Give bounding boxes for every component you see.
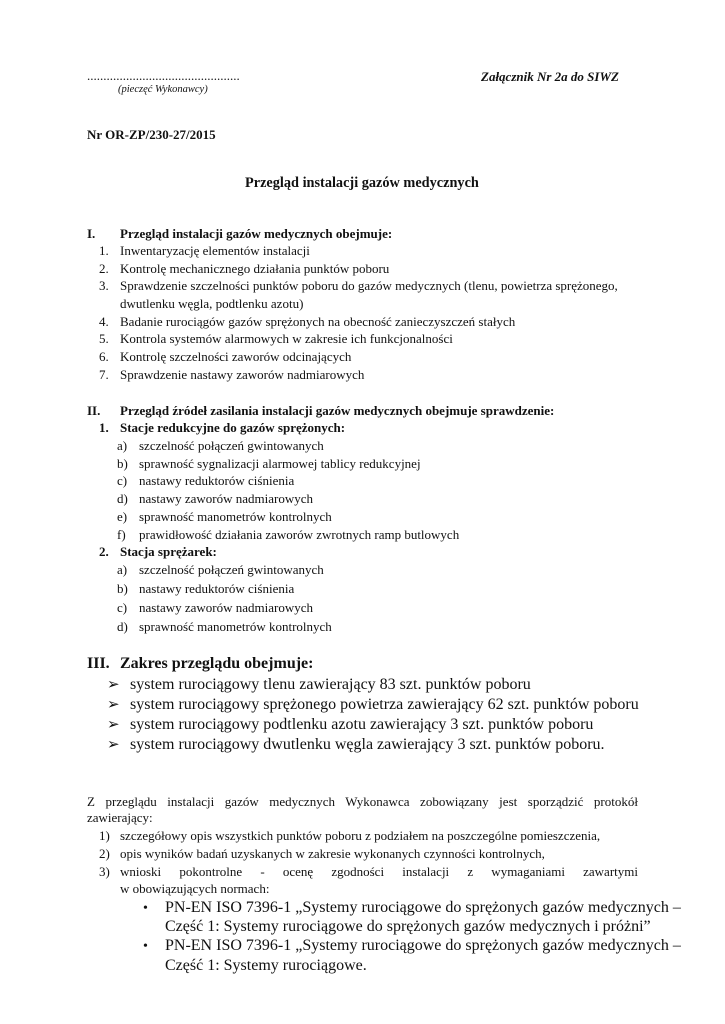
section-1-num: 1.	[99, 243, 109, 258]
group-1-letter: b)	[117, 456, 128, 471]
group-1-item: prawidłowość działania zaworów zwrotnych ramp butlowych	[139, 527, 460, 542]
group-2-item: nastawy reduktorów ciśnienia	[139, 581, 295, 596]
section-1-num: 6.	[99, 349, 109, 364]
section-2-roman: II.	[87, 403, 101, 418]
section-1-heading: Przegląd instalacji gazów medycznych obejmuje:	[120, 226, 393, 241]
section-1-item: Kontrolę szczelności zaworów odcinających	[120, 349, 352, 364]
group-1-item: szczelność połączeń gwintowanych	[139, 438, 324, 453]
closing-item: szczegółowy opis wszystkich punktów poboru z podziałem na poszczególne pomieszczenia,	[120, 828, 601, 843]
section-3-heading: Zakres przeglądu obejmuje:	[120, 655, 314, 672]
section-1-item: Sprawdzenie szczelności punktów poboru do gazów medycznych (tlenu, powietrza sprężonego,	[120, 278, 618, 293]
section-1-num: 4.	[99, 314, 109, 329]
group-2-letter: c)	[117, 600, 128, 615]
closing-item: wnioski pokontrolne - ocenę zgodności instalacji z wymaganiami zawartymi	[120, 864, 638, 879]
stamp-label: (pieczęć Wykonawcy)	[118, 84, 208, 95]
norm-line2: Część 1: Systemy rurociągowe do sprężonych gazów medycznych i próżni”	[165, 918, 651, 935]
norm-line2: Część 1: Systemy rurociągowe.	[165, 957, 367, 974]
section-2-heading: Przegląd źródeł zasilania instalacji gazów medycznych obejmuje sprawdzenie:	[120, 403, 555, 418]
section-1-item: Kontrola systemów alarmowych w zakresie ich funkcjonalności	[120, 331, 453, 346]
group-1-title: Stacje redukcyjne do gazów sprężonych:	[120, 420, 346, 435]
group-1-letter: a)	[117, 438, 128, 453]
bullet-icon: •	[143, 901, 148, 916]
group-1-letter: d)	[117, 491, 128, 506]
group-1-letter: f)	[117, 527, 126, 542]
section-1-item: Badanie rurociągów gazów sprężonych na obecność zanieczyszczeń stałych	[120, 314, 516, 329]
group-2-item: szczelność połączeń gwintowanych	[139, 562, 324, 577]
section-1-num: 7.	[99, 367, 109, 382]
arrow-icon: ➢	[107, 677, 120, 693]
section-1-num: 5.	[99, 331, 109, 346]
group-1-item: nastawy reduktorów ciśnienia	[139, 473, 295, 488]
section-1-item: Inwentaryzację elementów instalacji	[120, 243, 310, 258]
section-1-item: Sprawdzenie nastawy zaworów nadmiarowych	[120, 367, 365, 382]
group-2-title: Stacja sprężarek:	[120, 544, 217, 559]
closing-paragraph-line1: Z przeglądu instalacji gazów medycznych Wykonawca zobowiązany jest sporządzić protokół	[87, 794, 638, 809]
norm-line1: PN-EN ISO 7396-1 „Systemy rurociągowe do sprężonych gazów medycznych –	[165, 937, 681, 954]
group-1-letter: e)	[117, 509, 128, 524]
closing-item: opis wyników badań uzyskanych w zakresie wykonanych czynności kontrolnych,	[120, 846, 545, 861]
section-1-item: Kontrolę mechanicznego działania punktów poboru	[120, 261, 390, 276]
attachment-label: Załącznik Nr 2a do SIWZ	[481, 69, 619, 84]
arrow-icon: ➢	[107, 697, 120, 713]
group-2-item: nastawy zaworów nadmiarowych	[139, 600, 313, 615]
arrow-icon: ➢	[107, 717, 120, 733]
section-3-item: system rurociągowy podtlenku azotu zawierający 3 szt. punktów poboru	[130, 716, 594, 733]
bullet-icon: •	[143, 939, 148, 954]
reference-number: Nr OR-ZP/230-27/2015	[87, 127, 216, 142]
closing-item-cont: w obowiązujących normach:	[120, 881, 270, 896]
group-1-letter: c)	[117, 473, 128, 488]
section-1-num: 3.	[99, 278, 109, 293]
page-title: Przegląd instalacji gazów medycznych	[245, 175, 479, 191]
closing-paragraph-line2: zawierający:	[87, 810, 153, 825]
arrow-icon: ➢	[107, 737, 120, 753]
group-2-letter: d)	[117, 619, 128, 634]
section-3-item: system rurociągowy tlenu zawierający 83 szt. punktów poboru	[130, 676, 531, 693]
group-2-num: 2.	[99, 544, 109, 559]
section-1-roman: I.	[87, 226, 96, 241]
group-2-letter: a)	[117, 562, 128, 577]
group-2-item: sprawność manometrów kontrolnych	[139, 619, 332, 634]
stamp-dots: ...............................................	[87, 68, 240, 83]
norm-line1: PN-EN ISO 7396-1 „Systemy rurociągowe do sprężonych gazów medycznych –	[165, 899, 681, 916]
section-3-roman: III.	[87, 655, 110, 672]
section-1-item-cont: dwutlenku węgla, podtlenku azotu)	[120, 296, 304, 311]
section-3-item: system rurociągowy dwutlenku węgla zawierający 3 szt. punktów poboru.	[130, 736, 605, 753]
closing-num: 1)	[99, 828, 110, 843]
group-1-num: 1.	[99, 420, 109, 435]
closing-num: 3)	[99, 864, 110, 879]
section-3-item: system rurociągowy sprężonego powietrza zawierający 62 szt. punktów poboru	[130, 696, 639, 713]
section-1-num: 2.	[99, 261, 109, 276]
group-1-item: sprawność sygnalizacji alarmowej tablicy redukcyjnej	[139, 456, 421, 471]
closing-num: 2)	[99, 846, 110, 861]
group-2-letter: b)	[117, 581, 128, 596]
group-1-item: sprawność manometrów kontrolnych	[139, 509, 332, 524]
group-1-item: nastawy zaworów nadmiarowych	[139, 491, 313, 506]
